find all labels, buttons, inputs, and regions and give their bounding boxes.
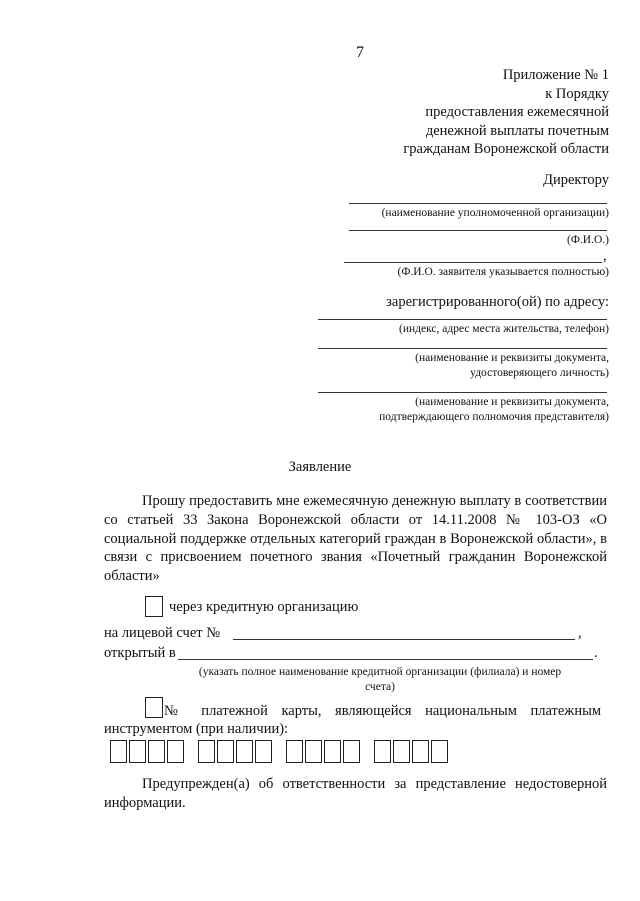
address-line bbox=[318, 319, 607, 320]
card-digit-box[interactable] bbox=[324, 740, 341, 763]
warning-paragraph bbox=[104, 775, 607, 813]
caption-line: удостоверяющего личность) bbox=[470, 367, 609, 379]
caption-line: подтверждающего полномочия представителя) bbox=[379, 411, 609, 423]
card-digit-box[interactable] bbox=[431, 740, 448, 763]
director-fio-caption: (Ф.И.О.) bbox=[567, 234, 609, 246]
caption-line: счета) bbox=[365, 681, 395, 693]
card-digit-box[interactable] bbox=[198, 740, 215, 763]
applicant-fio-line bbox=[344, 262, 602, 263]
card-digit-box[interactable] bbox=[305, 740, 322, 763]
opened-at-label: открытый в bbox=[104, 645, 176, 661]
rep-document-caption bbox=[379, 395, 609, 425]
registered-address-label: зарегистрированного(ой) по адресу: bbox=[386, 294, 609, 310]
id-document-caption bbox=[415, 351, 609, 381]
card-digit-box[interactable] bbox=[217, 740, 234, 763]
credit-org-label: через кредитную организацию bbox=[169, 599, 359, 615]
appendix-line: к Порядку bbox=[545, 85, 609, 102]
card-digit-box[interactable] bbox=[255, 740, 272, 763]
applicant-fio-caption: (Ф.И.О. заявителя указывается полностью) bbox=[397, 266, 609, 278]
account-label: на лицевой счет № bbox=[104, 625, 221, 641]
caption-line: (указать полное наименование кредитной организации (филиала) и номер bbox=[198, 666, 562, 678]
card-digit-box[interactable] bbox=[412, 740, 429, 763]
applicant-fio-comma: , bbox=[603, 248, 607, 264]
card-digit-box[interactable] bbox=[129, 740, 146, 763]
card-digit-box[interactable] bbox=[236, 740, 253, 763]
appendix-line: Приложение № 1 bbox=[502, 67, 609, 83]
statement-title: Заявление bbox=[288, 459, 352, 475]
account-number-field[interactable] bbox=[233, 626, 575, 640]
payment-card-checkbox[interactable] bbox=[145, 697, 163, 718]
card-number-boxes bbox=[110, 740, 490, 764]
card-digit-box[interactable] bbox=[343, 740, 360, 763]
appendix-header bbox=[309, 66, 609, 159]
director-fio-line bbox=[349, 230, 607, 231]
page-number: 7 bbox=[356, 44, 364, 61]
card-digit-box[interactable] bbox=[286, 740, 303, 763]
warning-text: Предупрежден(а) об ответственности за представление недостоверной информации. bbox=[104, 776, 607, 811]
credit-org-name-field[interactable] bbox=[178, 646, 593, 660]
statement-text: Прошу предоставить мне ежемесячную денежную выплату в соответствии со статьей 33 Закона Воронежской области от 14.11.2008 № 103-ОЗ «О социальной поддержке отдельных категорий граждан в Воронежской области», в связи с присвоением почетного звания «Почетный гражданин Воронежской области» bbox=[104, 493, 607, 585]
opened-at-period: . bbox=[594, 645, 598, 661]
credit-org-checkbox[interactable] bbox=[145, 596, 163, 617]
appendix-line: гражданам Воронежской области bbox=[403, 141, 609, 157]
rep-document-line bbox=[318, 392, 607, 393]
card-digit-box[interactable] bbox=[148, 740, 165, 763]
card-label-line-2: инструментом (при наличии): bbox=[104, 721, 289, 737]
address-caption: (индекс, адрес места жительства, телефон) bbox=[398, 323, 609, 335]
id-document-line bbox=[318, 348, 607, 349]
org-name-line bbox=[349, 203, 607, 204]
account-comma: , bbox=[578, 625, 582, 641]
payment-card-label bbox=[164, 702, 601, 721]
card-label-line-1: № платежной карты, являющейся национальным платежным bbox=[164, 703, 601, 719]
appendix-line: денежной выплаты почетным bbox=[425, 122, 609, 139]
appendix-line: предоставления ежемесячной bbox=[425, 104, 609, 120]
card-digit-box[interactable] bbox=[167, 740, 184, 763]
statement-body bbox=[104, 492, 607, 586]
caption-line: (наименование и реквизиты документа, bbox=[415, 352, 609, 364]
card-digit-box[interactable] bbox=[374, 740, 391, 763]
credit-org-caption bbox=[150, 665, 610, 695]
card-digit-box[interactable] bbox=[393, 740, 410, 763]
addressee-title: Директору bbox=[543, 172, 609, 188]
card-digit-box[interactable] bbox=[110, 740, 127, 763]
org-name-caption: (наименование уполномоченной организации) bbox=[381, 207, 609, 219]
caption-line: (наименование и реквизиты документа, bbox=[415, 396, 609, 408]
